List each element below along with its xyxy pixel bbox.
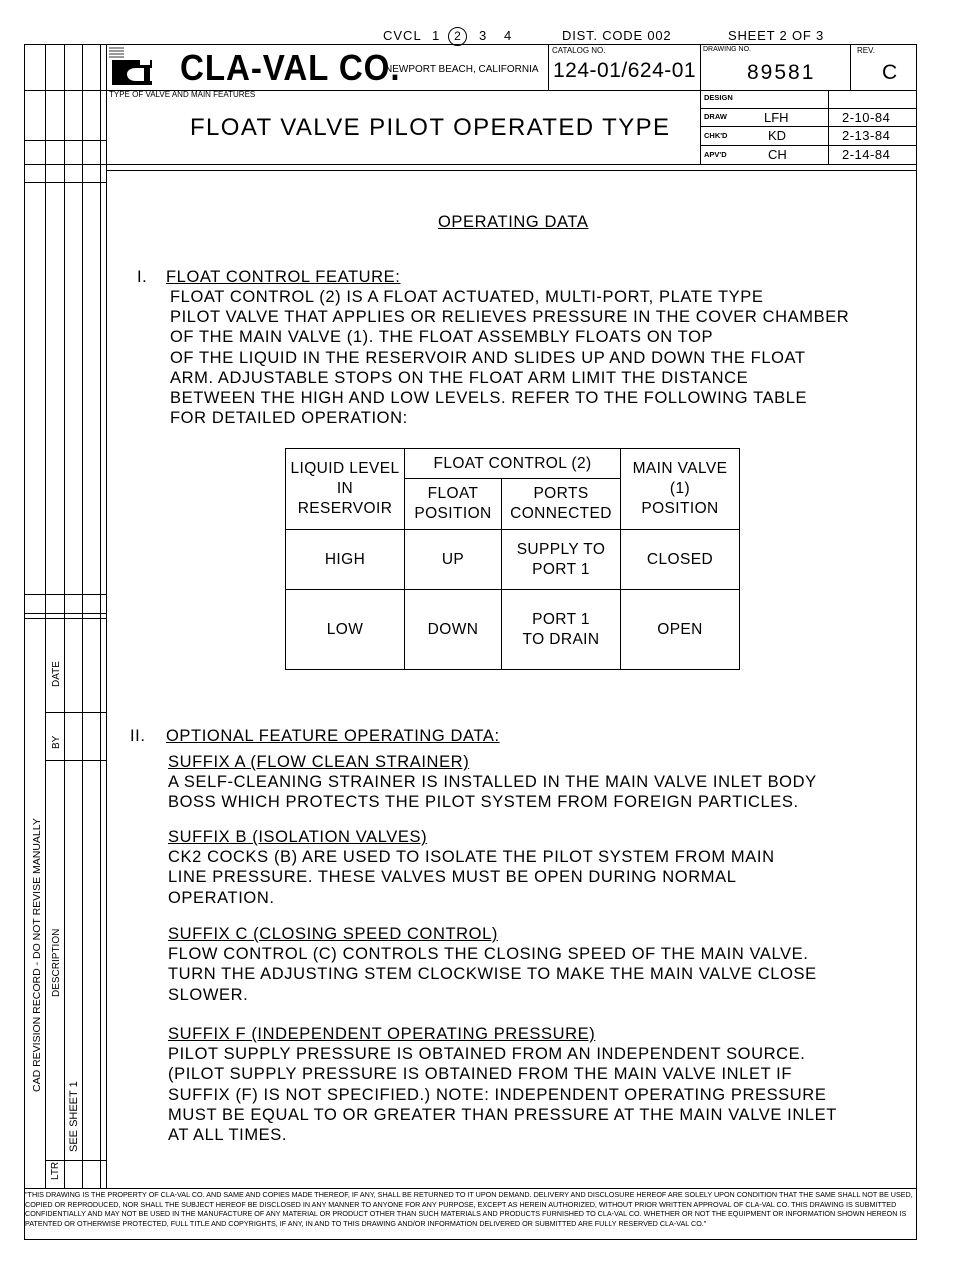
header-text: IN	[336, 480, 354, 497]
cvcl-number-2-circled: 2	[448, 27, 467, 46]
table-row	[286, 530, 740, 590]
header-float-control: FLOAT CONTROL (2)	[405, 449, 621, 479]
header-text: LIQUID LEVEL	[290, 460, 400, 477]
suffix-f-block	[168, 1024, 837, 1145]
cell-float: DOWN	[405, 590, 502, 670]
header-text: POSITION	[414, 505, 492, 523]
paragraph-line: SUFFIX (F) IS NOT SPECIFIED.) NOTE: INDEPENDENT OPERATING PRESSURE	[168, 1085, 827, 1104]
type-label: TYPE OF VALVE AND MAIN FEATURES	[109, 90, 256, 99]
approve-initials: CH	[768, 147, 787, 162]
paragraph-line: OPERATION.	[168, 888, 275, 907]
check-role: CHK'D	[704, 131, 728, 140]
float-operation-table	[285, 448, 740, 670]
cell-ports	[502, 590, 621, 670]
suffix-title: SUFFIX B (ISOLATION VALVES)	[168, 828, 428, 846]
paragraph-line: AT ALL TIMES.	[168, 1126, 288, 1145]
revision-record-label: CAD REVISION RECORD - DO NOT REVISE MANUALLY	[31, 818, 43, 1092]
check-initials: KD	[768, 128, 787, 143]
ltr-column-label: LTR	[50, 1161, 61, 1180]
cell-main: OPEN	[621, 590, 740, 670]
paragraph-line: TURN THE ADJUSTING STEM CLOCKWISE TO MAKE THE MAIN VALVE CLOSE	[168, 965, 817, 984]
cell-text: SUPPLY TO	[516, 540, 606, 558]
header-text: RESERVOIR	[297, 500, 393, 517]
drawing-number: 89581	[747, 61, 816, 84]
dist-code: DIST. CODE 002	[562, 28, 672, 43]
section-1-title: FLOAT CONTROL FEATURE:	[166, 268, 401, 286]
draw-role: DRAW	[704, 112, 727, 121]
approve-role: APV'D	[704, 150, 727, 159]
check-date: 2-13-84	[842, 128, 891, 143]
paragraph-line: OF THE LIQUID IN THE RESERVOIR AND SLIDES UP AND DOWN THE FLOAT	[170, 348, 806, 367]
cell-level: HIGH	[286, 530, 405, 590]
cvcl-number-1: 1	[432, 28, 440, 43]
paragraph-line: FLOAT CONTROL (2) IS A FLOAT ACTUATED, MULTI-PORT, PLATE TYPE	[170, 288, 764, 306]
header-liquid-level	[286, 449, 405, 530]
approve-date: 2-14-84	[842, 147, 891, 162]
property-disclaimer: "THIS DRAWING IS THE PROPERTY OF CLA-VAL CO. AND SAME AND COPIES MADE THEREOF, IF ANY, SHALL BE RETURNED TO IT UPON DEMAND. DELIVERY AND DISCLOSURE HEREOF ARE SOLELY UPON CONDITION THAT THE SAME SHALL NOT BE USED, COPIED OR REPRODUCED, NOR SHALL THE SUBJECT HEREOF BE DISCLOSED IN ANY MANNER TO ANYONE FOR ANY PURPOSE, EXCEPT AS HEREIN AUTHORIZED, WITHOUT PRIOR WRITTEN APPROVAL OF CLA-VAL CO. THIS DRAWING IS SUBMITTED CONFIDENTIALLY AND MAY NOT BE USED IN THE MANUFACTURE OF ANY MATERIAL OR PRODUCT OTHER THAN SUCH MATERIALS AND PRODUCTS FURNISHED TO CLA-VAL CO. WHETHER OR NOT THE EQUIPMENT OR INFORMATION SHOWN HEREON IS PATENTED OR OTHERWISE PROTECTED, FULL TITLE AND COPYRIGHTS, IF ANY, IN AND TO THIS DRAWING AND/OR INFORMATION DELIVERED OR SUBMITTED ARE FULLY RESERVED CLA-VAL CO."	[25, 1190, 913, 1228]
date-column-label: DATE	[51, 661, 62, 687]
cvcl-label: CVCL	[383, 28, 422, 43]
catalog-number: 124-01/624-01	[553, 59, 697, 82]
paragraph-line: ARM. ADJUSTABLE STOPS ON THE FLOAT ARM LIMIT THE DISTANCE	[170, 368, 749, 387]
section-1-number: I.	[137, 268, 148, 286]
section-2-title: OPTIONAL FEATURE OPERATING DATA:	[166, 727, 500, 745]
paragraph-line: BOSS WHICH PROTECTS THE PILOT SYSTEM FROM FOREIGN PARTICLES.	[168, 793, 799, 812]
cla-val-logo-icon	[108, 46, 153, 86]
paragraph-line: A SELF-CLEANING STRAINER IS INSTALLED IN THE MAIN VALVE INLET BODY	[168, 773, 817, 792]
cell-level: LOW	[286, 590, 405, 670]
suffix-title: SUFFIX C (CLOSING SPEED CONTROL)	[168, 925, 498, 943]
paragraph-line: LINE PRESSURE. THESE VALVES MUST BE OPEN DURING NORMAL	[168, 868, 737, 887]
rev-label: REV.	[857, 46, 875, 55]
suffix-title: SUFFIX A (FLOW CLEAN STRAINER)	[168, 753, 470, 771]
paragraph-line: SLOWER.	[168, 985, 249, 1004]
section-2-number: II.	[130, 727, 146, 745]
header-text: FLOAT	[427, 485, 479, 503]
paragraph-line: FOR DETAILED OPERATION:	[170, 409, 408, 428]
suffix-c-block	[168, 924, 817, 1005]
drawing-label: DRAWING NO.	[703, 46, 751, 53]
see-sheet-label: SEE SHEET 1	[68, 1081, 80, 1152]
cell-text: PORT 1	[532, 610, 590, 628]
paragraph-line: (PILOT SUPPLY PRESSURE IS OBTAINED FROM THE MAIN VALVE INLET IF	[168, 1065, 792, 1084]
paragraph-line: MUST BE EQUAL TO OR GREATER THAN PRESSURE AT THE MAIN VALVE INLET	[168, 1105, 837, 1124]
header-text: (1)	[669, 480, 691, 497]
company-name: CLA-VAL CO.	[180, 47, 401, 88]
header-text: MAIN VALVE	[632, 460, 728, 477]
operating-data-heading: OPERATING DATA	[438, 213, 589, 231]
cell-main: CLOSED	[621, 530, 740, 590]
by-column-label: BY	[51, 735, 62, 749]
paragraph-line: PILOT SUPPLY PRESSURE IS OBTAINED FROM AN INDEPENDENT SOURCE.	[168, 1045, 806, 1064]
table-row	[286, 590, 740, 670]
cell-ports	[502, 530, 621, 590]
rev-letter: C	[882, 61, 898, 84]
draw-initials: LFH	[764, 110, 789, 125]
header-text: CONNECTED	[510, 505, 612, 523]
catalog-label: CATALOG NO.	[552, 46, 606, 55]
suffix-b-block	[168, 827, 775, 908]
paragraph-line: BETWEEN THE HIGH AND LOW LEVELS. REFER TO THE FOLLOWING TABLE	[170, 389, 808, 408]
design-label: DESIGN	[704, 93, 733, 102]
sheet-number: SHEET 2 OF 3	[728, 28, 825, 43]
header-float-position	[405, 479, 502, 530]
paragraph-line: PILOT VALVE THAT APPLIES OR RELIEVES PRESSURE IN THE COVER CHAMBER	[170, 308, 850, 327]
paragraph-line: CK2 COCKS (B) ARE USED TO ISOLATE THE PILOT SYSTEM FROM MAIN	[168, 848, 775, 867]
draw-date: 2-10-84	[842, 110, 891, 125]
header-text: POSITION	[641, 500, 719, 517]
header-ports-connected	[502, 479, 621, 530]
company-location: NEWPORT BEACH, CALIFORNIA	[385, 64, 539, 75]
drawing-title: FLOAT VALVE PILOT OPERATED TYPE	[190, 114, 671, 141]
paragraph-line: OF THE MAIN VALVE (1). THE FLOAT ASSEMBLY FLOATS ON TOP	[170, 328, 714, 347]
suffix-title: SUFFIX F (INDEPENDENT OPERATING PRESSURE)	[168, 1025, 596, 1043]
description-column-label: DESCRIPTION	[51, 928, 62, 997]
header-main-valve	[621, 449, 740, 530]
cvcl-number-3: 3	[479, 28, 487, 43]
section-1-paragraph	[170, 287, 849, 428]
header-text: PORTS	[533, 485, 589, 503]
paragraph-line: FLOW CONTROL (C) CONTROLS THE CLOSING SPEED OF THE MAIN VALVE.	[168, 945, 809, 964]
cvcl-number-4: 4	[504, 28, 512, 43]
cell-float: UP	[405, 530, 502, 590]
cell-text: TO DRAIN	[522, 630, 600, 648]
cell-text: PORT 1	[532, 560, 590, 578]
suffix-a-block	[168, 752, 817, 813]
